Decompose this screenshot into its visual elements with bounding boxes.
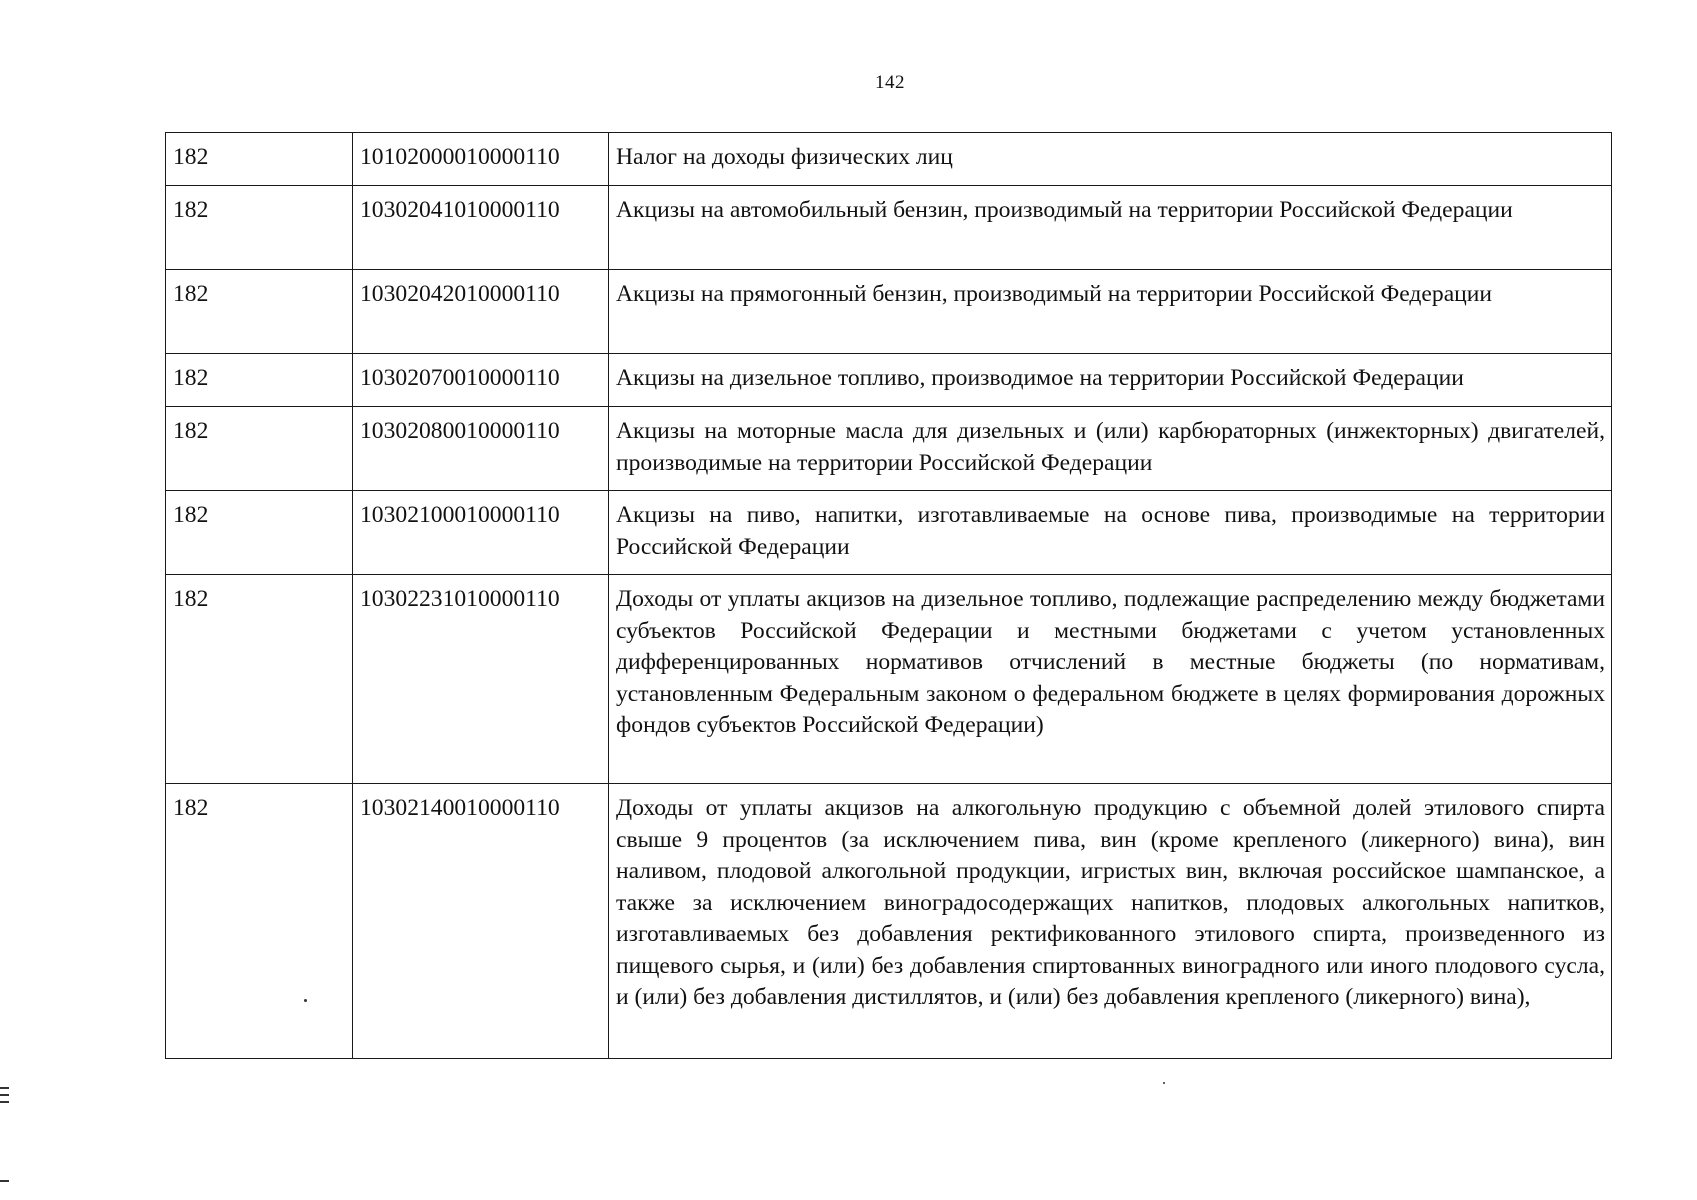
kbk-code-cell: 10302080010000110 [353, 407, 609, 491]
scan-speck [304, 999, 307, 1002]
admin-code-cell: 182 [166, 133, 353, 186]
description-cell: Акцизы на дизельное топливо, производимое на территории Российской Федерации [609, 354, 1612, 407]
admin-code-cell: 182 [166, 491, 353, 575]
description-cell: Акцизы на моторные масла для дизельных и (или) карбюраторных (инжекторных) двигателей, производимые на территории Российской Федерации [609, 407, 1612, 491]
table-row [166, 270, 1612, 354]
table-row [166, 186, 1612, 270]
scan-edge-mark [0, 1087, 9, 1089]
description-cell: Акцизы на прямогонный бензин, производимый на территории Российской Федерации [609, 270, 1612, 354]
table-row [166, 784, 1612, 1059]
kbk-code-cell: 10302140010000110 [353, 784, 609, 1059]
revenue-codes-table [165, 132, 1612, 1059]
table-row [166, 491, 1612, 575]
description-cell: Доходы от уплаты акцизов на алкогольную продукцию с объемной долей этилового спирта свыше 9 процентов (за исключением пива, вин (кроме крепленого (ликерного) вина), вин наливом, плодовой алкогольной продукции, игристых вин, включая российское шампанское, а также за исключением виноградосодержащих напитков, плодовых алкогольных напитков, изготавливаемых без добавления ректификованного этилового спирта, произведенного из пищевого сырья, и (или) без добавления спиртованных виноградного или иного плодового сусла, и (или) без добавления дистиллятов, и (или) без добавления крепленого (ликерного) вина), [609, 784, 1612, 1059]
admin-code-cell: 182 [166, 186, 353, 270]
kbk-code-cell: 10302100010000110 [353, 491, 609, 575]
page-number: 142 [875, 72, 905, 93]
scan-edge-mark [0, 1101, 9, 1103]
description-cell: Налог на доходы физических лиц [609, 133, 1612, 186]
scan-edge-mark [0, 1094, 9, 1096]
description-cell: Доходы от уплаты акцизов на дизельное топливо, подлежащие распределению между бюджетами субъектов Российской Федерации и местными бюджетами с учетом установленных дифференцированных нормативов отчислений в местные бюджеты (по нормативам, установленным Федеральным законом о федеральном бюджете в целях формирования дорожных фондов субъектов Российской Федерации) [609, 575, 1612, 784]
table-row [166, 407, 1612, 491]
description-cell: Акцизы на автомобильный бензин, производимый на территории Российской Федерации [609, 186, 1612, 270]
kbk-code-cell: 10302042010000110 [353, 270, 609, 354]
kbk-code-cell: 10302231010000110 [353, 575, 609, 784]
table-row [166, 575, 1612, 784]
scan-speck [1163, 1082, 1165, 1084]
description-cell: Акцизы на пиво, напитки, изготавливаемые на основе пива, производимые на территории Российской Федерации [609, 491, 1612, 575]
admin-code-cell: 182 [166, 270, 353, 354]
table-row [166, 354, 1612, 407]
kbk-code-cell: 10302070010000110 [353, 354, 609, 407]
table-row [166, 133, 1612, 186]
admin-code-cell: 182 [166, 354, 353, 407]
scan-edge-mark [0, 1180, 9, 1182]
admin-code-cell: 182 [166, 784, 353, 1059]
kbk-code-cell: 10102000010000110 [353, 133, 609, 186]
admin-code-cell: 182 [166, 407, 353, 491]
kbk-code-cell: 10302041010000110 [353, 186, 609, 270]
admin-code-cell: 182 [166, 575, 353, 784]
